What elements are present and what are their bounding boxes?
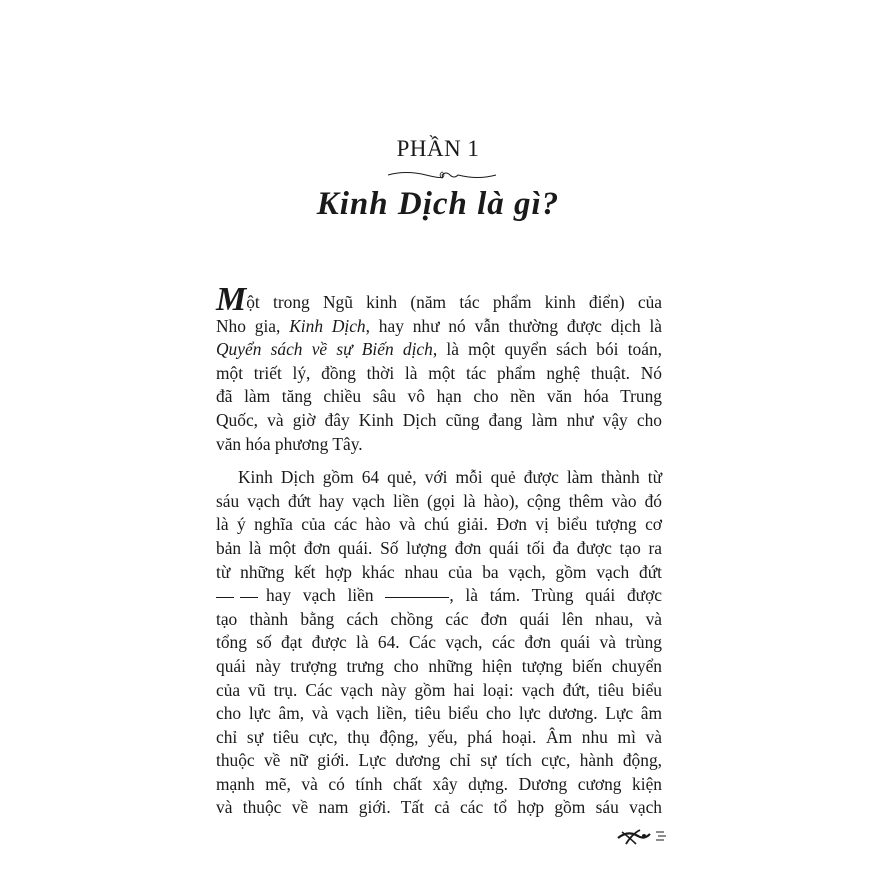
- title-flourish-icon: [386, 168, 498, 182]
- drop-cap: M: [216, 281, 247, 318]
- text-line: thuộc về nữ giới. Lực dương chỉ sự tích cực, hành động,: [216, 750, 662, 771]
- text-line: hay vạch liền , là tám. Trùng quái được: [216, 584, 662, 608]
- chapter-title: Kinh Dịch là gì?: [316, 186, 560, 222]
- text-line: đã làm tăng chiều sâu vô hạn cho nền văn hóa Trung: [216, 386, 662, 407]
- text-line: bản là một đơn quái. Số lượng đơn quái tối đa được tạo ra: [216, 537, 662, 558]
- text-line: từ những kết hợp khác nhau của ba vạch, gồm vạch đứt: [216, 561, 662, 582]
- body-text: [216, 281, 663, 820]
- text-line: là ý nghĩa của các hào và chú giải. Đơn vị biểu tượng cơ: [216, 514, 662, 535]
- text-line: tổng số đạt được là 64. Các vạch, các đơn quái và trùng: [216, 632, 662, 653]
- solid-line-symbol: [385, 597, 449, 598]
- text-line: tạo thành bằng cách chồng các đơn quái lên nhau, và: [216, 608, 662, 629]
- paragraph-2: [216, 466, 662, 820]
- text-line: Một trong Ngũ kinh (năm tác phẩm kinh điển) của: [216, 281, 662, 318]
- text-line: Kinh Dịch gồm 64 quẻ, với mỗi quẻ được làm thành từ: [238, 467, 662, 488]
- text-line: sáu vạch đứt hay vạch liền (gọi là hào), cộng thêm vào đó: [216, 490, 662, 511]
- text-line: một triết lý, đồng thời là một tác phẩm nghệ thuật. Nó: [216, 362, 662, 383]
- text-line: và thuộc về nam giới. Tất cả các tổ hợp gồm sáu vạch: [216, 797, 662, 818]
- text-line: cho lực âm, và vạch liền, tiêu biểu cho lực dương. Lực âm: [216, 703, 662, 724]
- flourish-ornament-icon: [614, 822, 674, 850]
- text-line: Quốc, và giờ đây Kinh Dịch cũng đang làm như vậy cho: [216, 409, 662, 430]
- text-line: quái này trượng trưng cho những hiện tượng biến chuyển: [216, 655, 662, 676]
- text-line: Nho gia, Kinh Dịch, hay như nó vẫn thường được dịch là: [216, 315, 663, 336]
- broken-line-symbol: [216, 597, 234, 598]
- book-title-italic: Kinh Dịch: [289, 315, 366, 336]
- paragraph-1: [216, 281, 663, 456]
- text-line: mạnh mẽ, và có tính chất xây dựng. Dương cương kiện: [216, 773, 662, 794]
- text-line: chỉ sự tiêu cực, thụ động, yếu, phá hoại. Âm nhu mì và: [216, 726, 662, 747]
- text-line: văn hóa phương Tây.: [216, 433, 363, 454]
- text-line: của vũ trụ. Các vạch này gồm hai loại: vạch đứt, tiêu biểu: [216, 679, 662, 700]
- book-title-italic: Quyển sách về sự Biến dịch: [216, 339, 433, 360]
- broken-line-symbol: [240, 597, 258, 598]
- text-line: Quyển sách về sự Biến dịch, là một quyển sách bói toán,: [216, 339, 662, 360]
- part-label: PHẦN 1: [396, 136, 480, 161]
